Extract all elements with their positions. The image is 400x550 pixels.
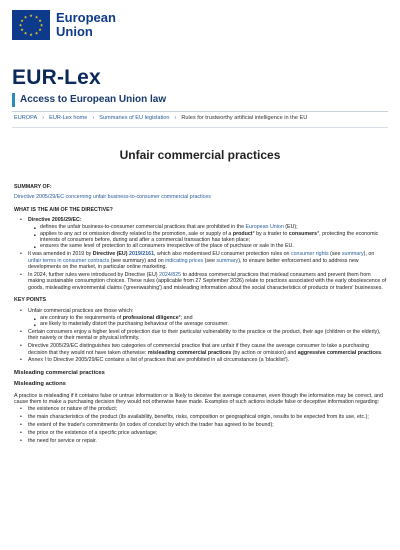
- chevron-right-icon: ›: [174, 115, 177, 121]
- chevron-right-icon: ›: [92, 115, 95, 121]
- key-text: are likely to materially distort the purchasing behaviour of the average consumer.: [40, 320, 230, 327]
- summary-of-label: SUMMARY OF:: [14, 184, 52, 190]
- key-text: (by action or omission) and: [231, 349, 298, 356]
- aim-text: (EU);: [283, 224, 298, 231]
- list-item: [28, 231, 388, 244]
- list-item: • the extent of the trader's commitments (in codes of conduct by which the trader has agreed to be bound);: [14, 422, 388, 428]
- aim-text: product: [232, 230, 253, 237]
- directive-2019-link[interactable]: 2019/2161: [129, 251, 155, 258]
- aim-text: , which also modernised EU consumer protection rules on: [154, 251, 291, 258]
- breadcrumb: [14, 115, 307, 121]
- svg-text:★: ★: [38, 27, 42, 32]
- breadcrumb-item-europa[interactable]: EUROPA: [14, 115, 38, 121]
- svg-text:★: ★: [29, 13, 33, 18]
- key-text: misleading commercial practices: [147, 349, 232, 356]
- svg-text:★: ★: [23, 14, 28, 20]
- aim-text: applies to any act or omission directly related to the promotion, sale or supply of a: [40, 230, 233, 237]
- aim-text: Directive (EU): [92, 251, 129, 258]
- key-points-list: [14, 308, 388, 364]
- indicating-prices-link[interactable]: indicating prices: [165, 257, 204, 264]
- summary-link[interactable]: summary: [216, 257, 239, 264]
- directive-2024-link[interactable]: 2024/825: [159, 271, 182, 278]
- eu-name-line1: European: [56, 10, 116, 25]
- page-title: Unfair commercial practices: [119, 148, 281, 162]
- aim-text: (see: [203, 257, 217, 264]
- misleading-list: [14, 406, 388, 444]
- list-item: [28, 243, 388, 249]
- key-text: aggressive commercial practices: [297, 349, 382, 356]
- breadcrumb-item-home[interactable]: EUR-Lex home: [49, 115, 88, 121]
- aim-text: defines the unfair business-to-consumer commercial practices that are prohibited in the: [40, 224, 246, 231]
- list-item: [14, 251, 388, 270]
- svg-text:★: ★: [18, 22, 23, 28]
- svg-text:★: ★: [38, 18, 42, 23]
- key-text: professional diligence: [122, 314, 179, 321]
- aim-text: ensures the same level of protection to all consumers irrespective of the place of purchase or sale in the EU.: [40, 243, 294, 250]
- key-text: Annex I to Directive 2005/29/EC contains a list of practices that are prohibited in all circumstances (a 'blacklist').: [28, 357, 290, 364]
- unfair-terms-link[interactable]: unfair terms in consumer contracts: [28, 257, 110, 264]
- svg-text:★: ★: [29, 32, 33, 37]
- summary-content: [14, 184, 388, 446]
- eu-flag-icon: [12, 10, 50, 40]
- svg-text:★: ★: [20, 27, 24, 32]
- key-text: Unfair commercial practices are those which:: [28, 307, 134, 314]
- aim-text: to address commercial practices that mislead consumers and prevent them from making sustainable consumption choices. These rules (applicable from 27 September 2026) relate to practices associated with the early obsolescence of goods, misleading environmental claims ('greenwashing') and misleading information about the social characteristics of products or traders' businesses.: [28, 271, 387, 291]
- aim-item1-label: Directive 2005/29/EC:: [28, 217, 82, 224]
- list-item: [14, 329, 388, 342]
- svg-text:★: ★: [34, 30, 39, 36]
- aim-list: [14, 217, 388, 291]
- chevron-right-icon: ›: [42, 115, 45, 121]
- misleading-actions-heading: Misleading actions: [14, 381, 66, 388]
- breadcrumb-item-summaries[interactable]: Summaries of EU legislation: [99, 115, 170, 121]
- aim-heading: WHAT IS THE AIM OF THE DIRECTIVE?: [14, 206, 113, 213]
- aim-text: ), on: [363, 251, 375, 258]
- key-text: are contrary to the requirements of: [40, 314, 123, 321]
- list-item: [14, 357, 388, 363]
- svg-text:★: ★: [20, 18, 24, 23]
- svg-text:★: ★: [39, 22, 44, 28]
- aim-text: It was amended in 2019 by: [28, 251, 93, 258]
- site-title[interactable]: EUR-Lex: [12, 66, 101, 89]
- aim-text: In 2024, further rules were introduced by Directive (EU): [28, 271, 160, 278]
- eu-link[interactable]: European Union: [245, 224, 284, 231]
- key-text: .: [381, 349, 383, 356]
- list-item: • the need for service or repair.: [14, 438, 388, 444]
- svg-text:★: ★: [23, 30, 28, 36]
- eu-logo[interactable]: [12, 10, 116, 40]
- list-item: [14, 308, 388, 328]
- summary-link[interactable]: summary: [341, 251, 364, 258]
- aim-text: ), to ensure better enforcement and to address new developments on the market, in particular online marketing.: [28, 257, 359, 271]
- list-item: • the price or the existence of a specific price advantage;: [14, 430, 388, 436]
- key-text: Certain consumers enjoy a higher level of protection due to their particular vulnerability to the practice or the product, their age (children or the elderly), their naivety or their mental or physical infirmity.: [28, 328, 381, 342]
- breadcrumb-item-current: Rules for trustworthy artificial intelligence in the EU: [181, 115, 308, 121]
- eu-name: [56, 11, 116, 39]
- list-item: [14, 272, 388, 291]
- list-item: • the existence or nature of the product;: [14, 406, 388, 412]
- breadcrumb-divider: [12, 127, 388, 128]
- key-points-heading: KEY POINTS: [14, 297, 46, 304]
- aim-text: * by a trader to: [252, 230, 289, 237]
- aim-text: (see summary) and on: [109, 257, 166, 264]
- svg-text:★: ★: [34, 14, 39, 20]
- misleading-heading: Misleading commercial practices: [14, 369, 105, 376]
- aim-text: consumers: [288, 230, 318, 237]
- site-tagline: Access to European Union law: [12, 93, 166, 107]
- header-divider: [12, 111, 388, 112]
- key-text: Directive 2005/29/EC distinguishes two categories of commercial practice that are unfair if they cause the average consumer to take a purchasing decision that they would not have taken otherwise:: [28, 343, 369, 356]
- list-item: [14, 343, 388, 356]
- list-item: • the main characteristics of the product (its availability, benefits, risks, composition or geographical origin, results to be expected from its use, etc.);: [14, 414, 388, 420]
- key-text: *; and: [178, 314, 193, 321]
- misleading-paragraph: A practice is misleading if it contains false or untrue information or is likely to deceive the average consumer, even though the information may be correct, and cause them to make a purchasing decision they would not otherwise have made. Examples of such actions include false or deceptive information regarding:: [14, 392, 383, 406]
- list-item: [28, 321, 388, 327]
- aim-text: *, protecting the economic interests of consumers before, during and after a commercial transaction has taken place;: [40, 230, 379, 243]
- list-item: [14, 217, 388, 250]
- eu-name-line2: Union: [56, 24, 93, 39]
- directive-link[interactable]: Directive 2005/29/EC concerning unfair business-to-consumer commercial practices: [14, 194, 211, 201]
- consumer-rights-link[interactable]: consumer rights: [290, 251, 329, 258]
- aim-text: (see: [328, 251, 342, 258]
